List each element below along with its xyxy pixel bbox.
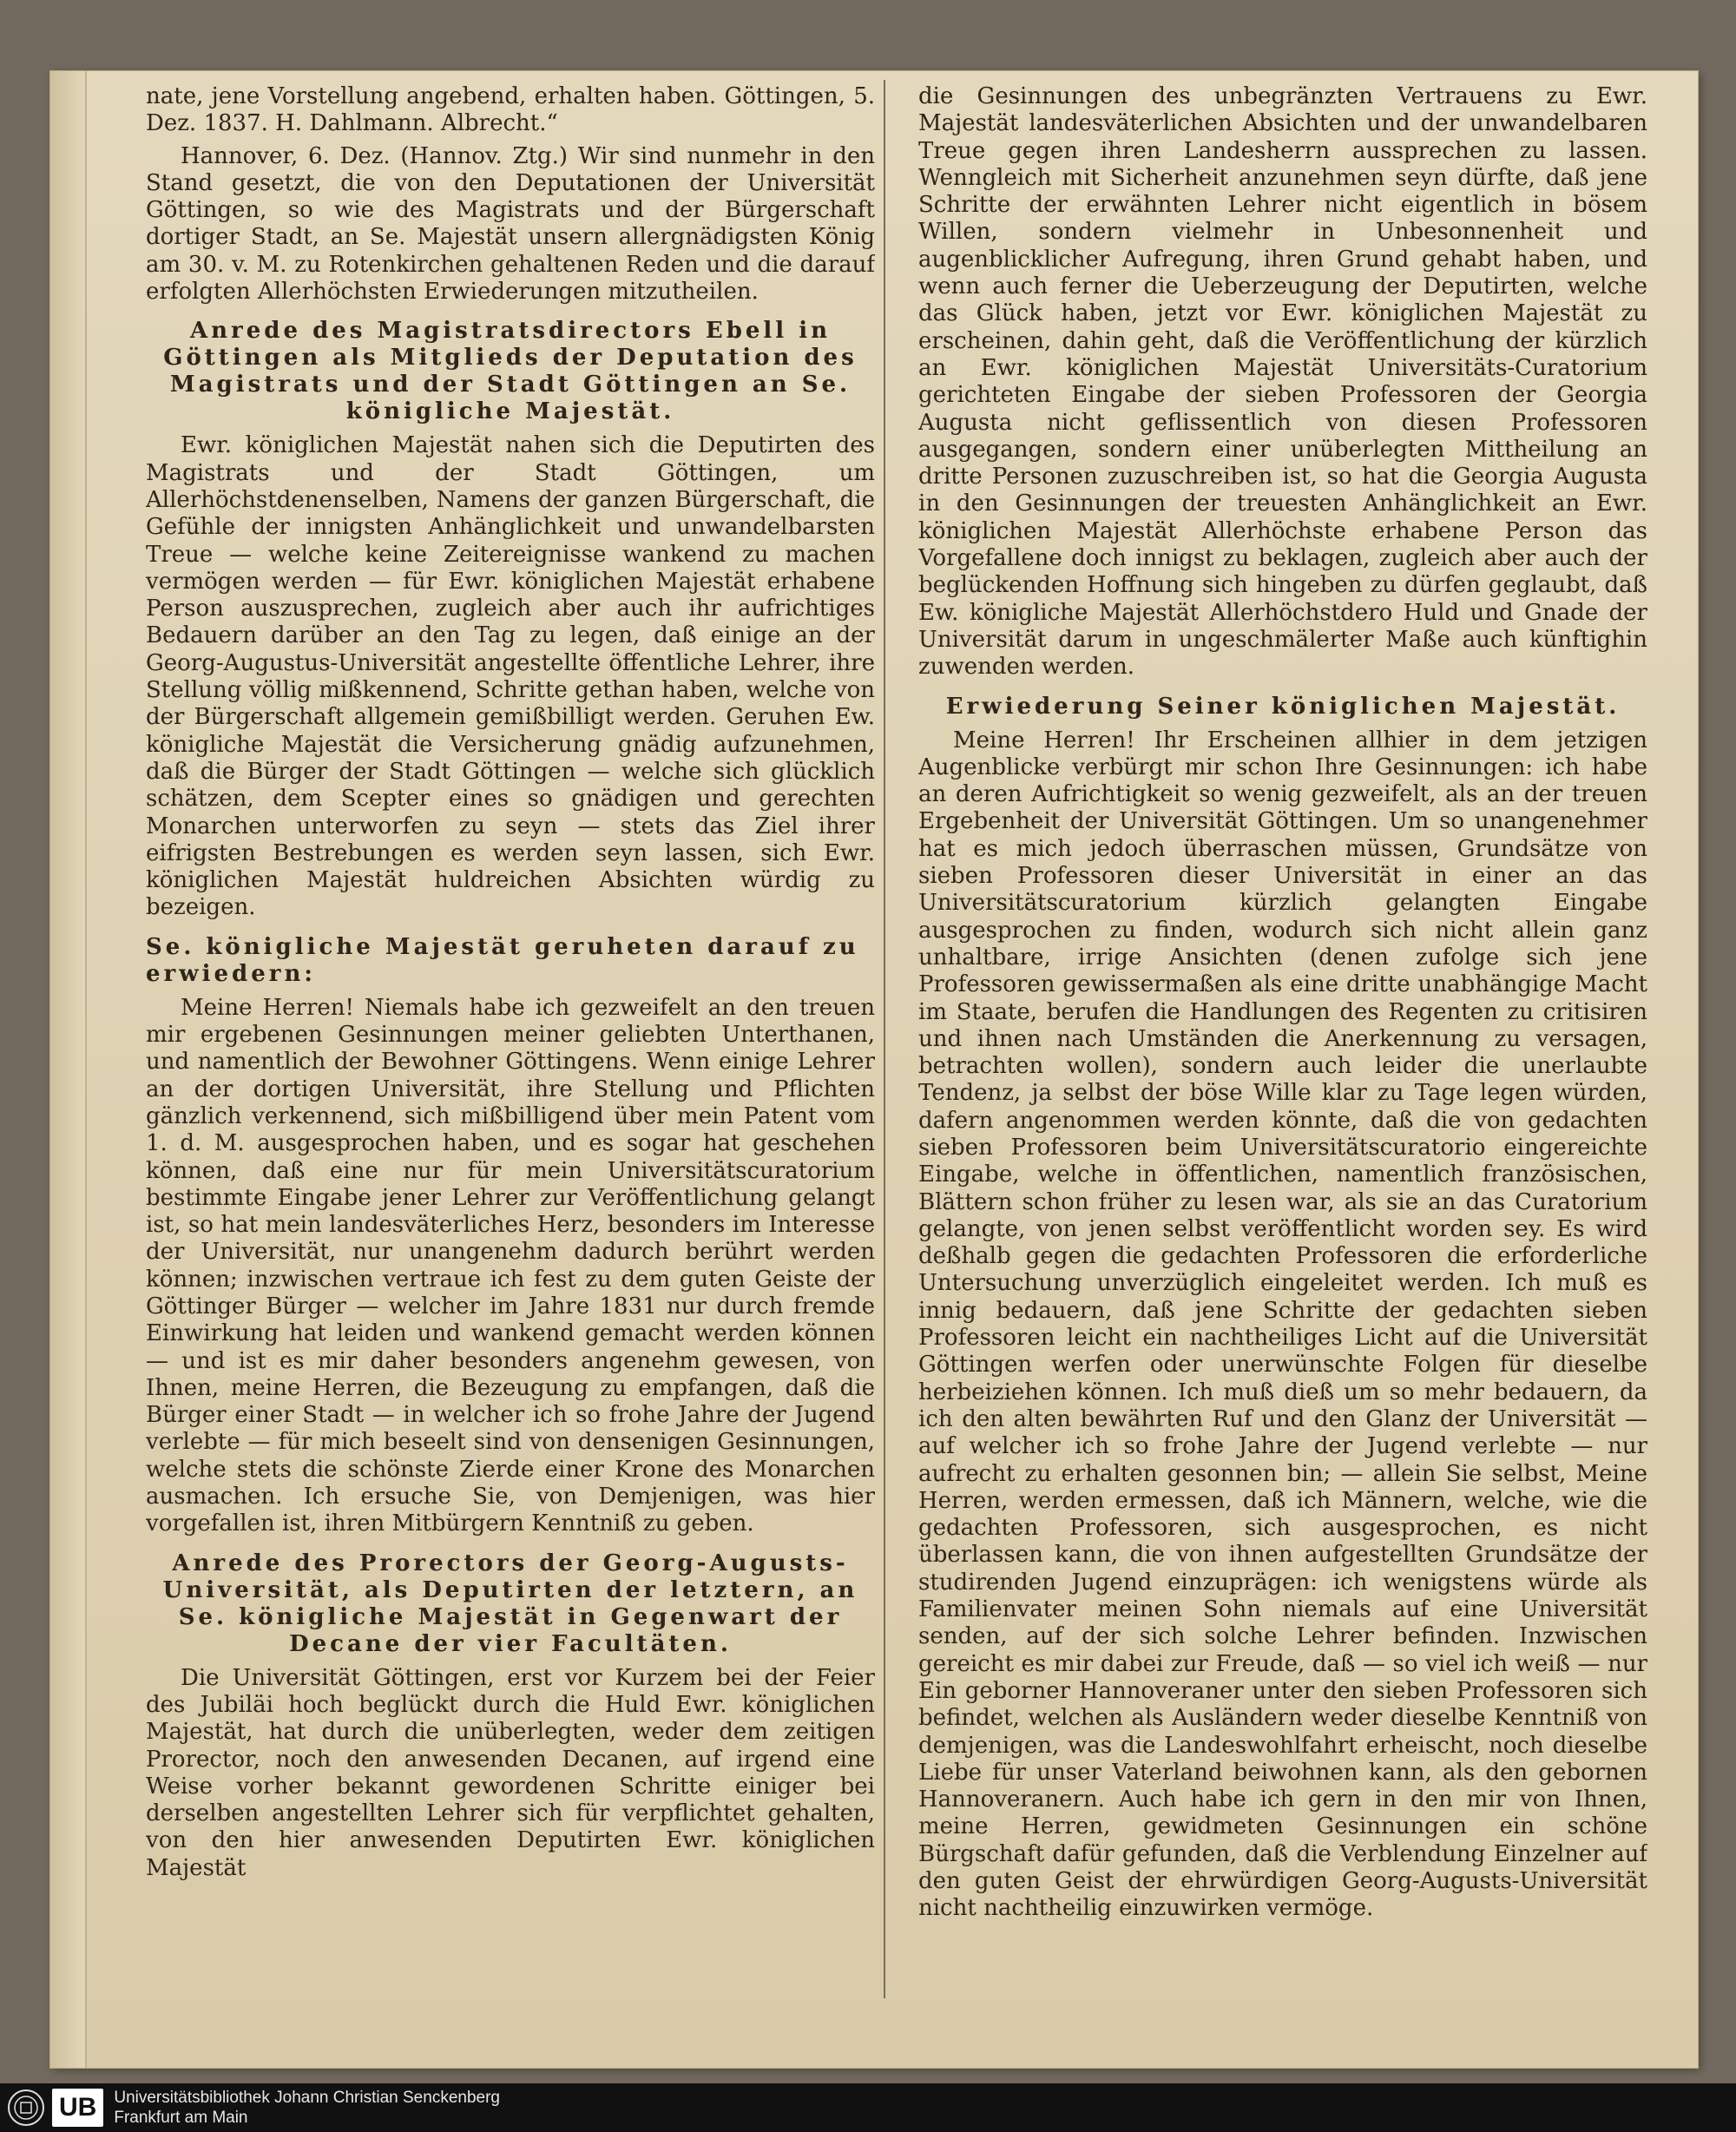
article-hannover-intro: Hannover, 6. Dez. (Hannov. Ztg.) Wir sind nunmehr in den Stand gesetzt, die von den Deputationen der Universität Göttingen, so wie des Magistrats und der Bürgerschaft dortiger Stadt, an Se. Majestät unsern allergnädigsten König am 30. v. M. zu Rotenkirchen gehaltenen Reden und die darauf erfolgten Allerhöchsten Erwiederungen mitzutheilen. <box>146 142 875 306</box>
library-name-line-2: Frankfurt am Main <box>114 2109 248 2127</box>
ebell-address-text: Ewr. königlichen Majestät nahen sich die Deputirten des Magistrats und der Stadt Göttingen, um Allerhöchstdenenselben, Namens der ganzen Bürgerschaft, die Gefühle der innigsten Anhänglichkeit und unwandelbarsten Treue — welche keine Zeitereignisse wankend zu machen vermögen werden — für Ewr. königlichen Majestät erhabene Person auszusprechen, zugleich aber auch ihr aufrichtiges Bedauern darüber an den Tag zu legen, daß einige an der Georg-Augustus-Universität angestellte öffentliche Lehrer, ihre Stellung völlig mißkennend, Schritte gethan haben, welche von der Bürgerschaft allgemein gemißbilligt werden. Geruhen Ew. königliche Majestät die Versicherung gnädig aufzunehmen, daß die Bürger der Stadt Göttingen — welche sich glücklich schätzen, dem Scepter eines so gnädigen und gerechten Monarchen unterworfen zu seyn — stets das Ziel ihrer eifrigsten Bestrebungen es werden seyn lassen, sich Ewr. königlichen Majestät huldreichen Absichten würdig zu bezeigen. <box>146 432 875 921</box>
heading-king-reply-2: Erwiederung Seiner königlichen Majestät. <box>945 693 1621 720</box>
library-seal-icon <box>5 2087 47 2129</box>
library-name <box>114 2088 500 2128</box>
article-text-continuation: nate, jene Vorstellung angebend, erhalten haben. Göttingen, 5. Dez. 1837. H. Dahlmann. Albrecht.“ <box>146 83 875 137</box>
newspaper-page <box>50 71 1698 2068</box>
page-fold-edge <box>50 71 87 2068</box>
prorector-address-text: Die Universität Göttingen, erst vor Kurzem bei der Feier des Jubiläi hoch beglückt durch die Huld Ewr. königlichen Majestät, hat durch die unüberlegten, weder dem zeitigen Prorector, noch den anwesenden Decanen, auf irgend eine Weise vorher bekannt gewordenen Schritte einiger bei derselben angestellten Lehrer sich für verpflichtet gehalten, von den hier anwesenden Deputirten Ewr. königlichen Majestät <box>146 1664 875 1881</box>
library-name-line-1: Universitätsbibliothek Johann Christian Senckenberg <box>114 2089 500 2107</box>
left-column <box>146 83 875 2010</box>
library-footer <box>0 2083 1736 2132</box>
king-reply-2-text: Meine Herren! Ihr Erscheinen allhier in dem jetzigen Augenblicke verbürgt mir schon Ihre Gesinnungen: ich habe an deren Aufrichtigkeit so wenig gezweifelt, als an der treuen Ergebenheit der Universität Göttingen. Um so unangenehmer hat es mich jedoch überraschen müssen, Grundsätze von sieben Professoren dieser Universität in einer an das Universitätscuratorium kürzlich gelangten Eingabe ausgesprochen zu finden, wodurch sich nicht allein ganz unhaltbare, irrige Ansichten (denen zufolge sich jene Professoren gewissermaßen als eine dritte unabhängige Macht im Staate, berufen die Handlungen des Regenten zu critisiren und ihnen nach Umständen die Anerkennung zu versagen, betrachten wollen), sondern auch leider die unerlaubte Tendenz, ja selbst der böse Wille klar zu Tage legen würden, dafern angenommen werden könnte, daß die von gedachten sieben Professoren beim Universitätscuratorio eingereichte Eingabe, welche in öffentlichen, namentlich französischen, Blättern schon früher zu lesen war, als sie an das Curatorium gelangte, von jenen selbst veröffentlicht worden sey. Es wird deßhalb gegen die gedachten Professoren die erforderliche Untersuchung unverzüglich eingeleitet werden. Ich muß es innig bedauern, daß jene Schritte der gedachten sieben Professoren leicht ein nachtheiliges Licht auf die Universität Göttingen werfen oder unerwünschte Folgen für dieselbe herbeiziehen können. Ich muß dieß um so mehr bedauern, da ich den alten bewährten Ruf und den Glanz der Universität — auf welcher ich so frohe Jahre der Jugend verlebte — nur aufrecht zu erhalten gesonnen bin; — allein Sie selbst, Meine Herren, werden ermessen, daß ich Männern, welche, wie die gedachten Professoren, sich ausgesprochen, es nicht überlassen kann, die von ihnen aufgestellten Grundsätze der studirenden Jugend einzuprägen: ich wenigstens würde als Familienvater meinen Sohn niemals auf eine Universität senden, auf der sich solche Lehrer befinden. Inzwischen gereicht es mir dabei zur Freude, daß — so viel ich weiß — nur Ein geborner Hannoveraner unter den sieben Professoren sich befindet, welchen als Ausländern weder dieselbe Kenntniß von demjenigen, was die Landeswohlfahrt erheischt, noch dieselbe Liebe für unser Vaterland beiwohnen kann, als den gebornen Hannoveranern. Auch habe ich gern in den mir von Ihnen, meine Herren, gewidmeten Gesinnungen ein schöne Bürgschaft dafür gefunden, daß die Verblendung Einzelner auf den guten Geist der ehrwürdigen Georg-Augusts-Universität nicht nachtheilig einzuwirken vermöge. <box>918 727 1647 1922</box>
column-divider <box>884 80 885 1998</box>
right-column <box>918 83 1647 2010</box>
heading-king-reply-1: Se. königliche Majestät geruheten darauf zu erwiedern: <box>146 933 859 987</box>
heading-ebell-address: Anrede des Magistratsdirectors Ebell in Göttingen als Mitglieds der Deputation des Magistrats und der Stadt Göttingen an Se. königliche Majestät. <box>163 318 858 425</box>
king-reply-1-text: Meine Herren! Niemals habe ich gezweifelt an den treuen mir ergebenen Gesinnungen meiner geliebten Unterthanen, und namentlich der Bewohner Göttingens. Wenn einige Lehrer an der dortigen Universität, ihre Stellung und Pflichten gänzlich verkennend, sich mißbilligend über mein Patent vom 1. d. M. ausgesprochen haben, und es sogar hat geschehen können, daß eine nur für mein Universitätscuratorium bestimmte Eingabe jener Lehrer zur Veröffentlichung gelangt ist, so hat mein landesväterliches Herz, besonders im Interesse der Universität, nur unangenehm dadurch berührt werden können; inzwischen vertraue ich fest zu dem guten Geiste der Göttinger Bürger — welcher im Jahre 1831 nur durch fremde Einwirkung hat leiden und wankend gemacht werden können — und ist es mir daher besonders angenehm gewesen, von Ihnen, meine Herren, die Bezeugung zu empfangen, daß die Bürger einer Stadt — in welcher ich so frohe Jahre der Jugend verlebte — für mich beseelt sind von densenigen Gesinnungen, welche stets die schönste Zierde einer Krone des Monarchen ausmachen. Ich ersuche Sie, von Demjenigen, was hier vorgefallen ist, ihren Mitbürgern Kenntniß zu geben. <box>146 994 875 1537</box>
ub-badge: UB <box>52 2089 103 2127</box>
prorector-address-continuation: die Gesinnungen des unbegränzten Vertrauens zu Ewr. Majestät landesväterlichen Absichten und der unwandelbaren Treue gegen ihren Landesherrn aussprechen zu lassen. Wenngleich mit Sicherheit anzunehmen seyn dürfte, daß jene Schritte der erwähnten Lehrer nicht eigentlich in bösem Willen, sondern vielmehr in Unbesonnenheit und augenblicklicher Aufregung, ihren Grund gehabt haben, und wenn auch ferner die Ueberzeugung der Deputirten, welche das Glück haben, jetzt vor Ewr. königlichen Majestät zu erscheinen, dahin geht, daß die Veröffentlichung der kürzlich an Ewr. königlichen Majestät Universitäts-Curatorium gerichteten Eingabe der sieben Professoren der Georgia Augusta nicht geflissentlich von diesen Professoren ausgegangen, sondern einer unüberlegten Mittheilung an dritte Personen zuzuschreiben ist, so hat die Georgia Augusta in den Gesinnungen der treuesten Anhänglichkeit an Ewr. königlichen Majestät Allerhöchste erhabene Person das Vorgefallene doch innigst zu beklagen, zugleich aber auch der beglückenden Hoffnung sich hingeben zu dürfen geglaubt, daß Ew. königliche Majestät Allerhöchstdero Huld und Gnade der Universität darum in ungeschmälerter Maße auch künftighin zuwenden werden. <box>918 83 1647 681</box>
heading-prorector-address: Anrede des Prorectors der Georg-Augusts-Universität, als Deputirten der letztern, an Se. königliche Majestät in Gegenwart der Decane der vier Facultäten. <box>162 1550 858 1657</box>
